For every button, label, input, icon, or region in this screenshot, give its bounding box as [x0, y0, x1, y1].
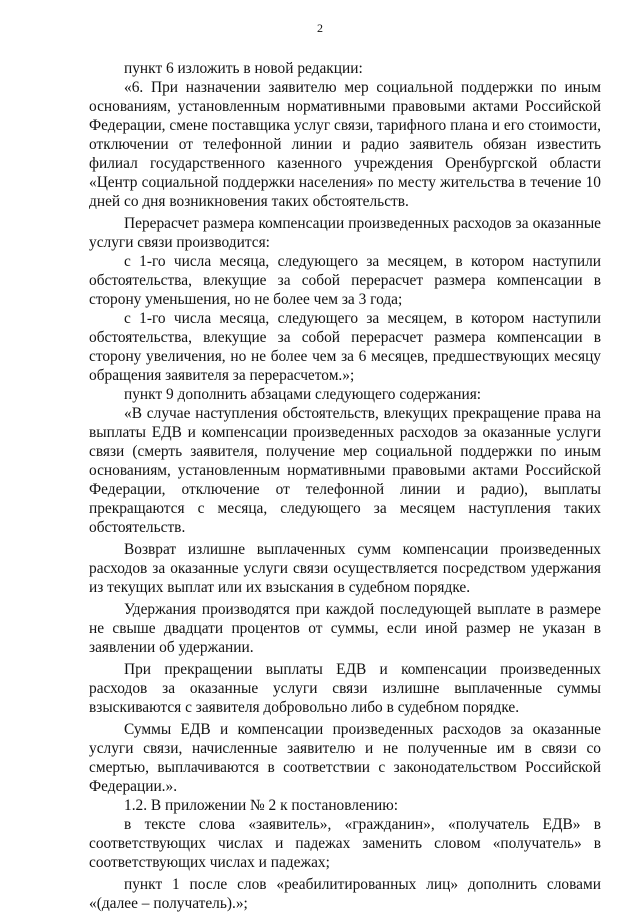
- paragraph: Перерасчет размера компенсации произведенных расходов за оказанные услуги связи производится:: [89, 215, 601, 251]
- paragraph: с 1-го числа месяца, следующего за месяцем, в котором наступили обстоятельства, влекущие за собой перерасчет размера компенсации в сторону увеличения, но не более чем за 6 месяцев, предшествующих месяцу обращения заявителя за перерасчетом.»;: [89, 310, 601, 384]
- paragraph: с 1-го числа месяца, следующего за месяцем, в котором наступили обстоятельства, влекущие за собой перерасчет размера компенсации в сторону уменьшения, но не более чем за 3 года;: [89, 253, 601, 308]
- paragraph: в тексте слова «заявитель», «гражданин», «получатель ЕДВ» в соответствующих числах и падежах заменить словом «получатель» в соответствующих числах и падежах;: [89, 816, 601, 871]
- paragraph: Суммы ЕДВ и компенсации произведенных расходов за оказанные услуги связи, начисленные заявителю и не полученные им в связи со смертью, выплачиваются в соответствии с законодательством Российской Федерации.».: [89, 721, 601, 795]
- paragraph: пункт 9 дополнить абзацами следующего содержания:: [124, 386, 482, 403]
- page-number: 2: [317, 21, 323, 35]
- paragraph: 1.2. В приложении № 2 к постановлению:: [124, 797, 399, 814]
- paragraph: пункт 6 изложить в новой редакции:: [124, 60, 363, 77]
- paragraph: При прекращении выплаты ЕДВ и компенсации произведенных расходов за оказанные услуги связи излишне выплаченные суммы взыскиваются с заявителя добровольно либо в судебном порядке.: [89, 661, 601, 716]
- paragraph: Удержания производятся при каждой последующей выплате в размере не свыше двадцати процентов от суммы, если иной размер не указан в заявлении об удержании.: [89, 601, 601, 656]
- paragraph: «6. При назначении заявителю мер социальной поддержки по иным основаниям, установленным нормативными правовыми актами Российской Федерации, смене поставщика услуг связи, тарифного плана и его стоимости, отключении от телефонной линии и радио заявитель обязан известить филиал государственного казенного учреждения Оренбургской области «Центр социальной поддержки населения» по месту жительства в течение 10 дней со дня возникновения таких обстоятельств.: [89, 79, 601, 210]
- paragraph: Возврат излишне выплаченных сумм компенсации произведенных расходов за оказанные услуги связи осуществляется посредством удержания из текущих выплат или их взыскания в судебном порядке.: [89, 541, 601, 596]
- paragraph: пункт 1 после слов «реабилитированных лиц» дополнить словами «(далее – получатель).»;: [89, 876, 601, 912]
- document-body: [89, 59, 601, 913]
- paragraph: «В случае наступления обстоятельств, влекущих прекращение права на выплаты ЕДВ и компенсации произведенных расходов за оказанные услуги связи (смерть заявителя, получение мер социальной поддержки по иным основаниям, установленным нормативными правовыми актами Российской Федерации, отключение от телефонной линии и радио), выплаты прекращаются с месяца, следующего за месяцем наступления таких обстоятельств.: [89, 405, 601, 536]
